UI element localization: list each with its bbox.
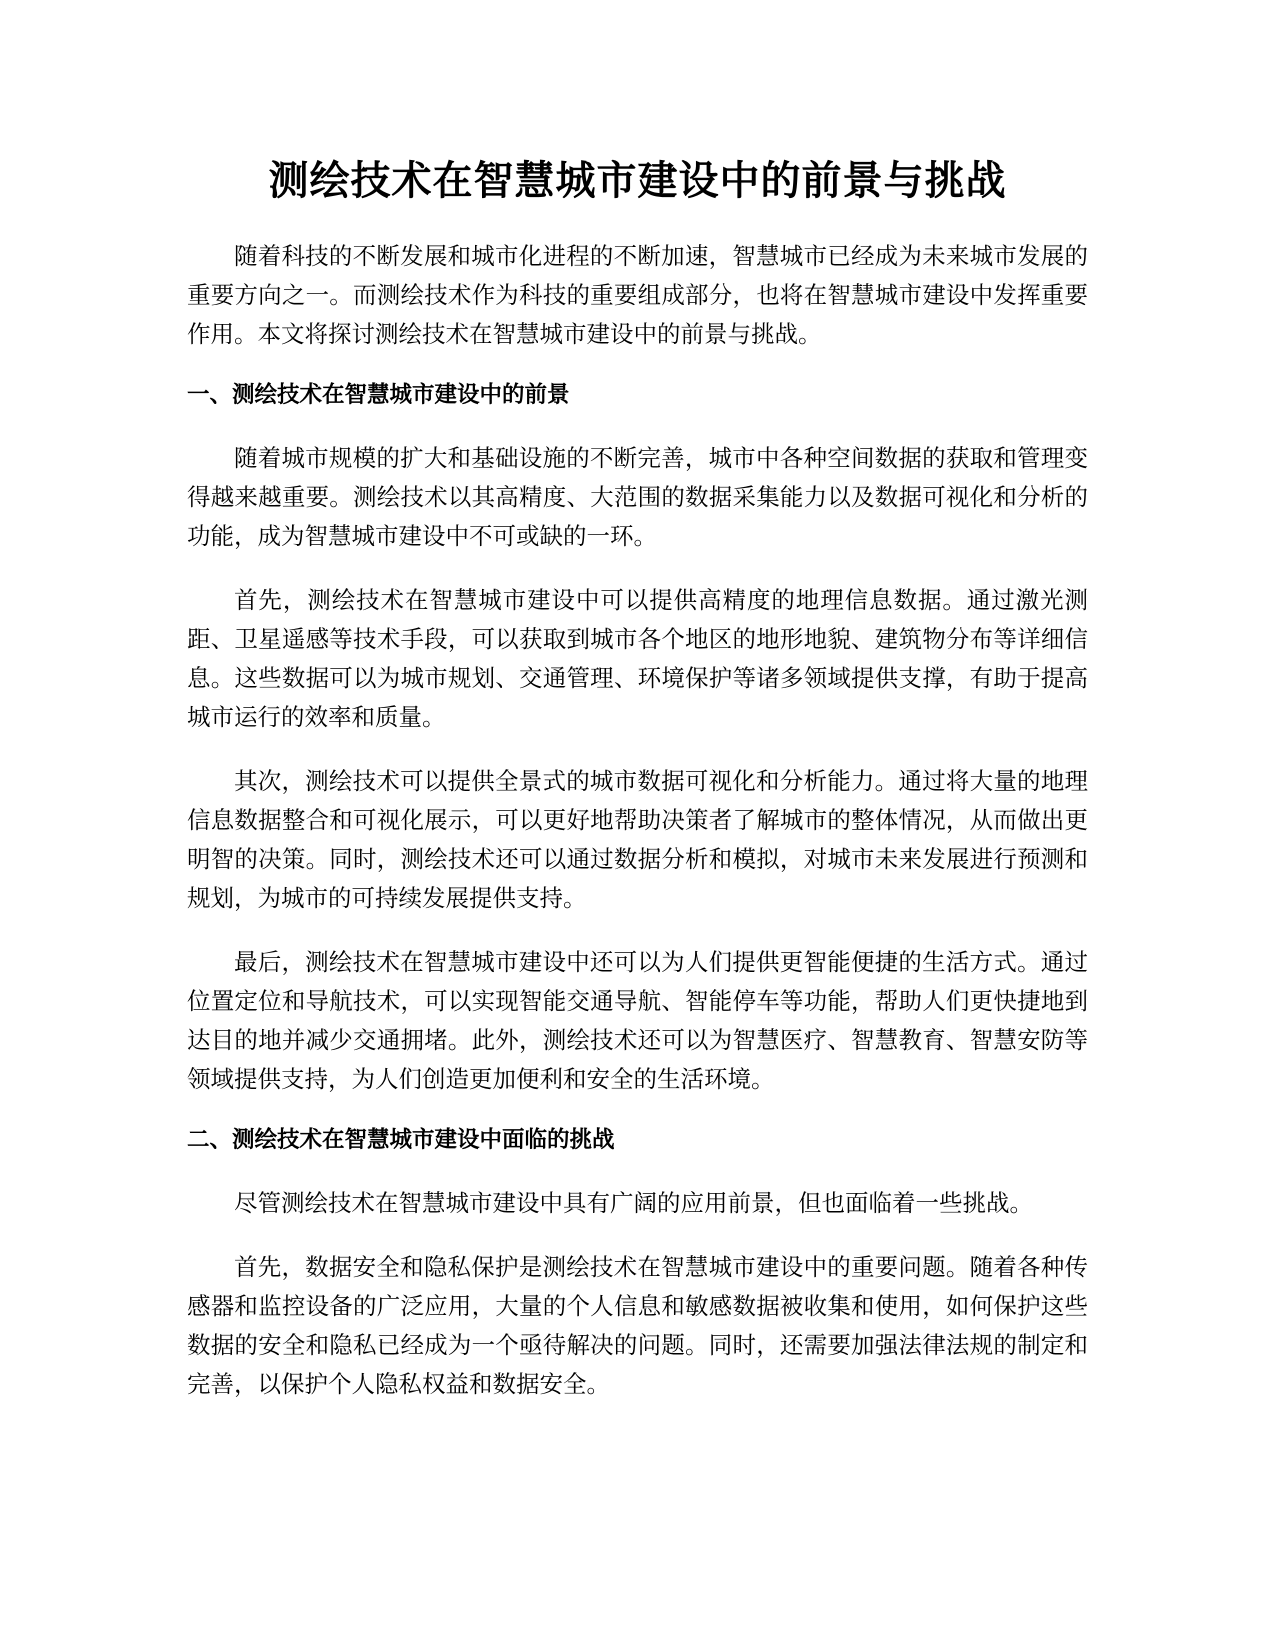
intro-paragraph: 随着科技的不断发展和城市化进程的不断加速，智慧城市已经成为未来城市发展的重要方向之一。而测绘技术作为科技的重要组成部分，也将在智慧城市建设中发挥重要作用。本文将探讨测绘技术在智慧城市建设中的前景与挑战。: [187, 242, 1088, 348]
paragraph: 尽管测绘技术在智慧城市建设中具有广阔的应用前景，但也面临着一些挑战。: [234, 1189, 1033, 1217]
document-title: 测绘技术在智慧城市建设中的前景与挑战: [268, 158, 1007, 204]
section-heading-challenges: 二、测绘技术在智慧城市建设中面临的挑战: [187, 1127, 615, 1153]
paragraph: 首先，数据安全和隐私保护是测绘技术在智慧城市建设中的重要问题。随着各种传感器和监控设备的广泛应用，大量的个人信息和敏感数据被收集和使用，如何保护这些数据的安全和隐私已经成为一个亟待解决的问题。同时，还需要加强法律法规的制定和完善，以保护个人隐私权益和数据安全。: [187, 1253, 1088, 1398]
document-page: [187, 148, 1088, 1404]
paragraph: 最后，测绘技术在智慧城市建设中还可以为人们提供更智能便捷的生活方式。通过位置定位和导航技术，可以实现智能交通导航、智能停车等功能，帮助人们更快捷地到达目的地并减少交通拥堵。此外，测绘技术还可以为智慧医疗、智慧教育、智慧安防等领域提供支持，为人们创造更加便利和安全的生活环境。: [187, 948, 1088, 1093]
paragraph: 其次，测绘技术可以提供全景式的城市数据可视化和分析能力。通过将大量的地理信息数据整合和可视化展示，可以更好地帮助决策者了解城市的整体情况，从而做出更明智的决策。同时，测绘技术还可以通过数据分析和模拟，对城市未来发展进行预测和规划，为城市的可持续发展提供支持。: [187, 767, 1088, 912]
paragraph: 随着城市规模的扩大和基础设施的不断完善，城市中各种空间数据的获取和管理变得越来越重要。测绘技术以其高精度、大范围的数据采集能力以及数据可视化和分析的功能，成为智慧城市建设中不可或缺的一环。: [187, 444, 1088, 550]
paragraph: 首先，测绘技术在智慧城市建设中可以提供高精度的地理信息数据。通过激光测距、卫星遥感等技术手段，可以获取到城市各个地区的地形地貌、建筑物分布等详细信息。这些数据可以为城市规划、交通管理、环境保护等诸多领域提供支撑，有助于提高城市运行的效率和质量。: [187, 586, 1088, 731]
section-heading-prospects: 一、测绘技术在智慧城市建设中的前景: [187, 382, 570, 408]
